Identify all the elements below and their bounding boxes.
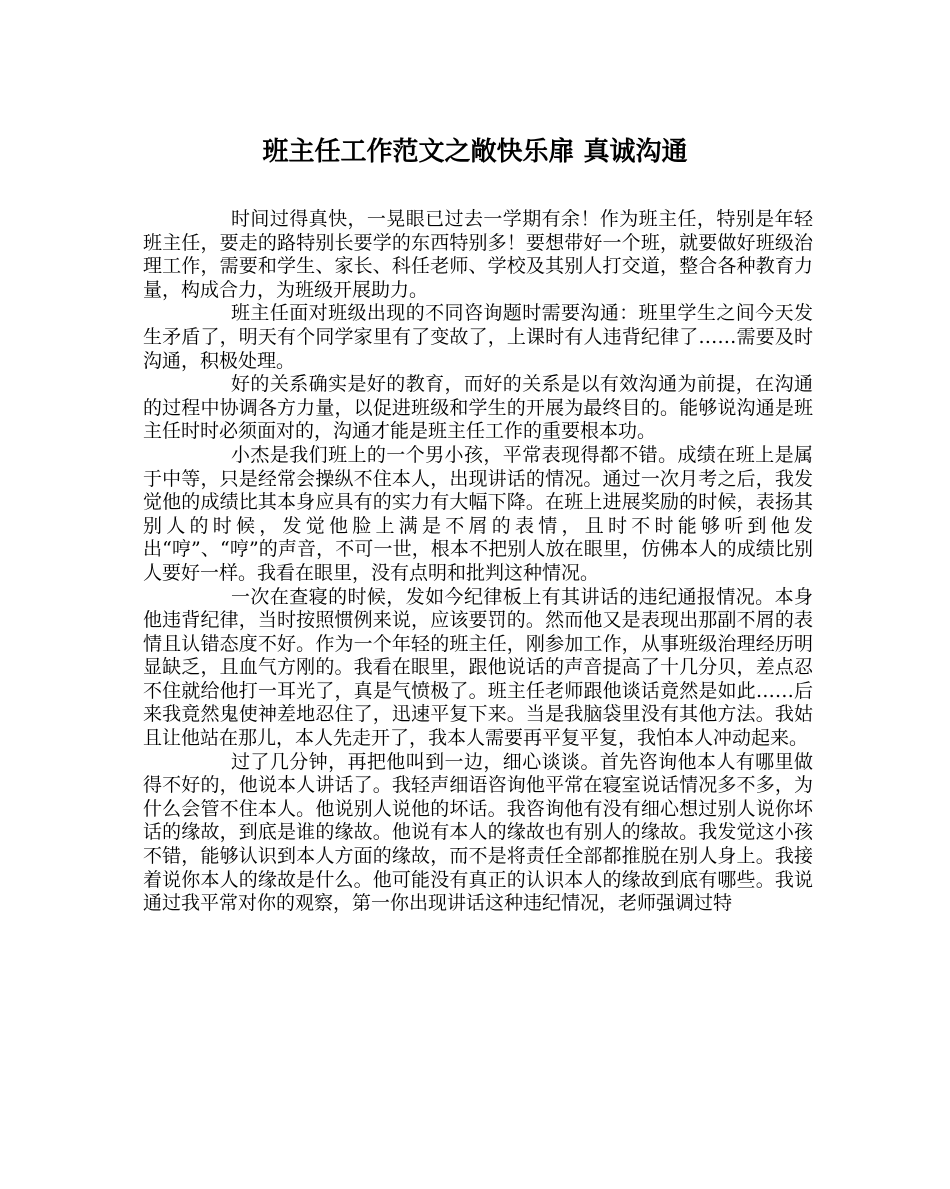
document-body <box>143 208 813 916</box>
paragraph: 一次在查寝的时候，发如今纪律板上有其讲话的违纪通报情况。本身他违背纪律，当时按照惯例来说，应该要罚的。然而他又是表现出那副不屑的表情且认错态度不好。作为一个年轻的班主任，刚参加工作，从事班级治理经历明显缺乏，且血气方刚的。我看在眼里，跟他说话的声音提高了十几分贝，差点忍不住就给他打一耳光了，真是气愤极了。班主任老师跟他谈话竟然是如此……后来我竟然鬼使神差地忍住了，迅速平复下来。当是我脑袋里没有其他方法。我姑且让他站在那儿，本人先走开了，我本人需要再平复平复，我怕本人冲动起来。 <box>143 585 813 750</box>
paragraph: 小杰是我们班上的一个男小孩，平常表现得都不错。成绩在班上是属于中等，只是经常会操纵不住本人，出现讲话的情况。通过一次月考之后，我发觉他的成绩比其本身应具有的实力有大幅下降。在班上进展奖励的时候，表扬其别人的时候，发觉他脸上满是不屑的表情，且时不时能够听到他发出“哼”、“哼”的声音，不可一世，根本不把别人放在眼里，仿佛本人的成绩比别人要好一样。我看在眼里，没有点明和批判这种情况。 <box>143 443 813 584</box>
paragraph: 过了几分钟，再把他叫到一边，细心谈谈。首先咨询他本人有哪里做得不好的，他说本人讲话了。我轻声细语咨询他平常在寝室说话情况多不多，为什么会管不住本人。他说别人说他的坏话。我咨询他有没有细心想过别人说你坏话的缘故，到底是谁的缘故。他说有本人的缘故也有别人的缘故。我发觉这小孩不错，能够认识到本人方面的缘故，而不是将责任全部都推脱在别人身上。我接着说你本人的缘故是什么。他可能没有真正的认识本人的缘故到底有哪些。我说通过我平常对你的观察，第一你出现讲话这种违纪情况，老师强调过特 <box>143 750 813 915</box>
paragraph: 时间过得真快，一晃眼已过去一学期有余！作为班主任，特别是年轻班主任，要走的路特别长要学的东西特别多！要想带好一个班，就要做好班级治理工作，需要和学生、家长、科任老师、学校及其别人打交道，整合各种教育力量，构成合力，为班级开展助力。 <box>143 208 813 301</box>
paragraph: 班主任面对班级出现的不同咨询题时需要沟通：班里学生之间今天发生矛盾了，明天有个同学家里有了变故了，上课时有人违背纪律了……需要及时沟通，积极处理。 <box>143 302 813 372</box>
document-title: 班主任工作范文之敞快乐扉 真诚沟通 <box>262 137 688 167</box>
paragraph: 好的关系确实是好的教育，而好的关系是以有效沟通为前提，在沟通的过程中协调各方力量，以促进班级和学生的开展为最终目的。能够说沟通是班主任时时必须面对的，沟通才能是班主任工作的重要根本功。 <box>143 373 813 443</box>
